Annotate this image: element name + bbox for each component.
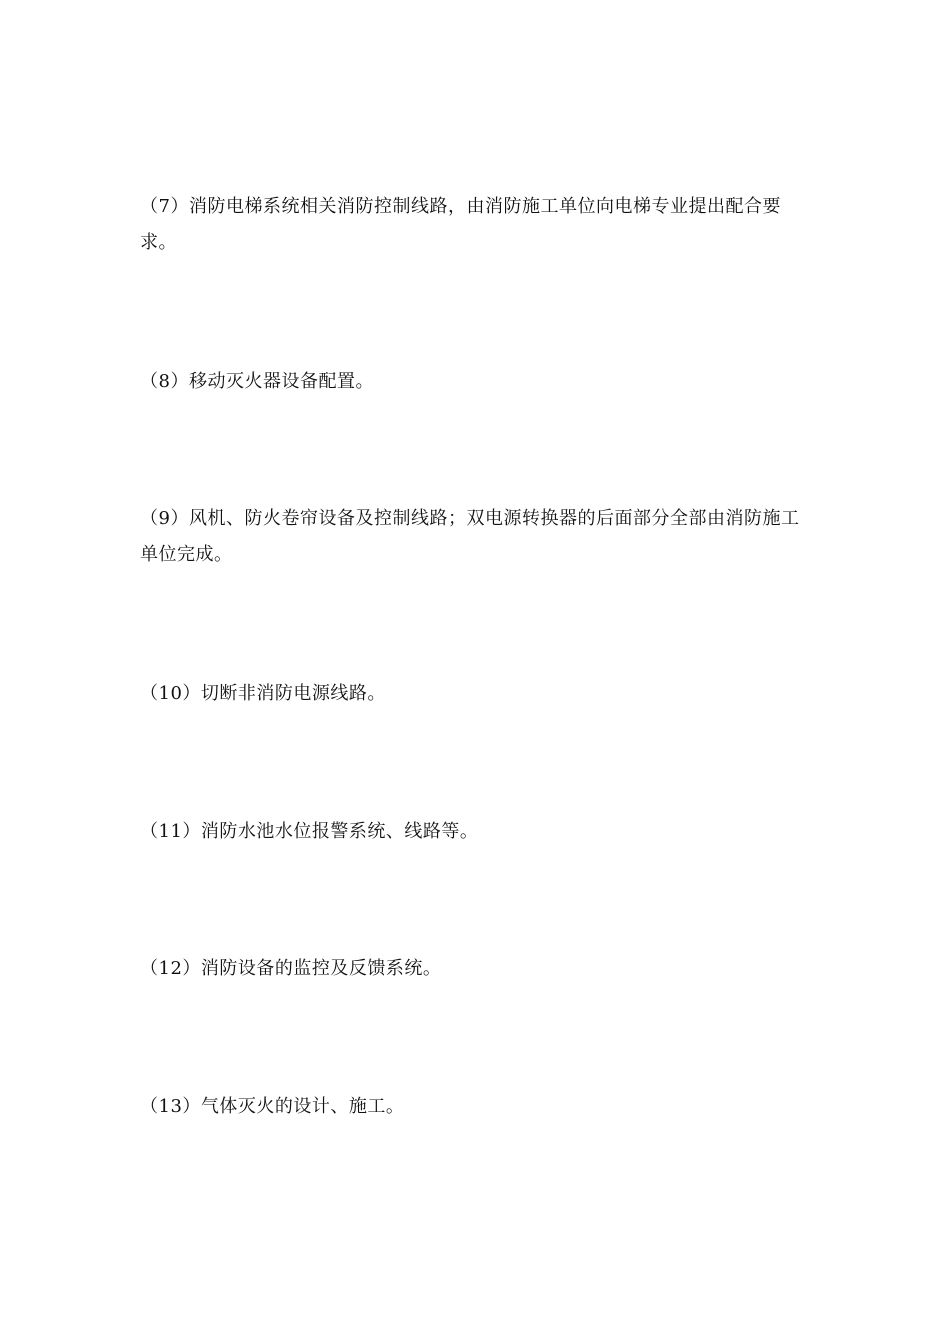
paragraph-item-10: （10）切断非消防电源线路。 <box>140 683 386 704</box>
paragraph-item-8: （8）移动灭火器设备配置。 <box>140 371 374 392</box>
paragraph-item-12: （12）消防设备的监控及反馈系统。 <box>140 958 442 979</box>
paragraph-item-11: （11）消防水池水位报警系统、线路等。 <box>140 821 479 842</box>
paragraph-item-7: （7）消防电梯系统相关消防控制线路，由消防施工单位向电梯专业提出配合要求。 <box>140 196 781 253</box>
paragraph-item-9: （9）风机、防火卷帘设备及控制线路；双电源转换器的后面部分全部由消防施工单位完成。 <box>140 508 800 565</box>
paragraph-item-13: （13）气体灭火的设计、施工。 <box>140 1096 405 1117</box>
